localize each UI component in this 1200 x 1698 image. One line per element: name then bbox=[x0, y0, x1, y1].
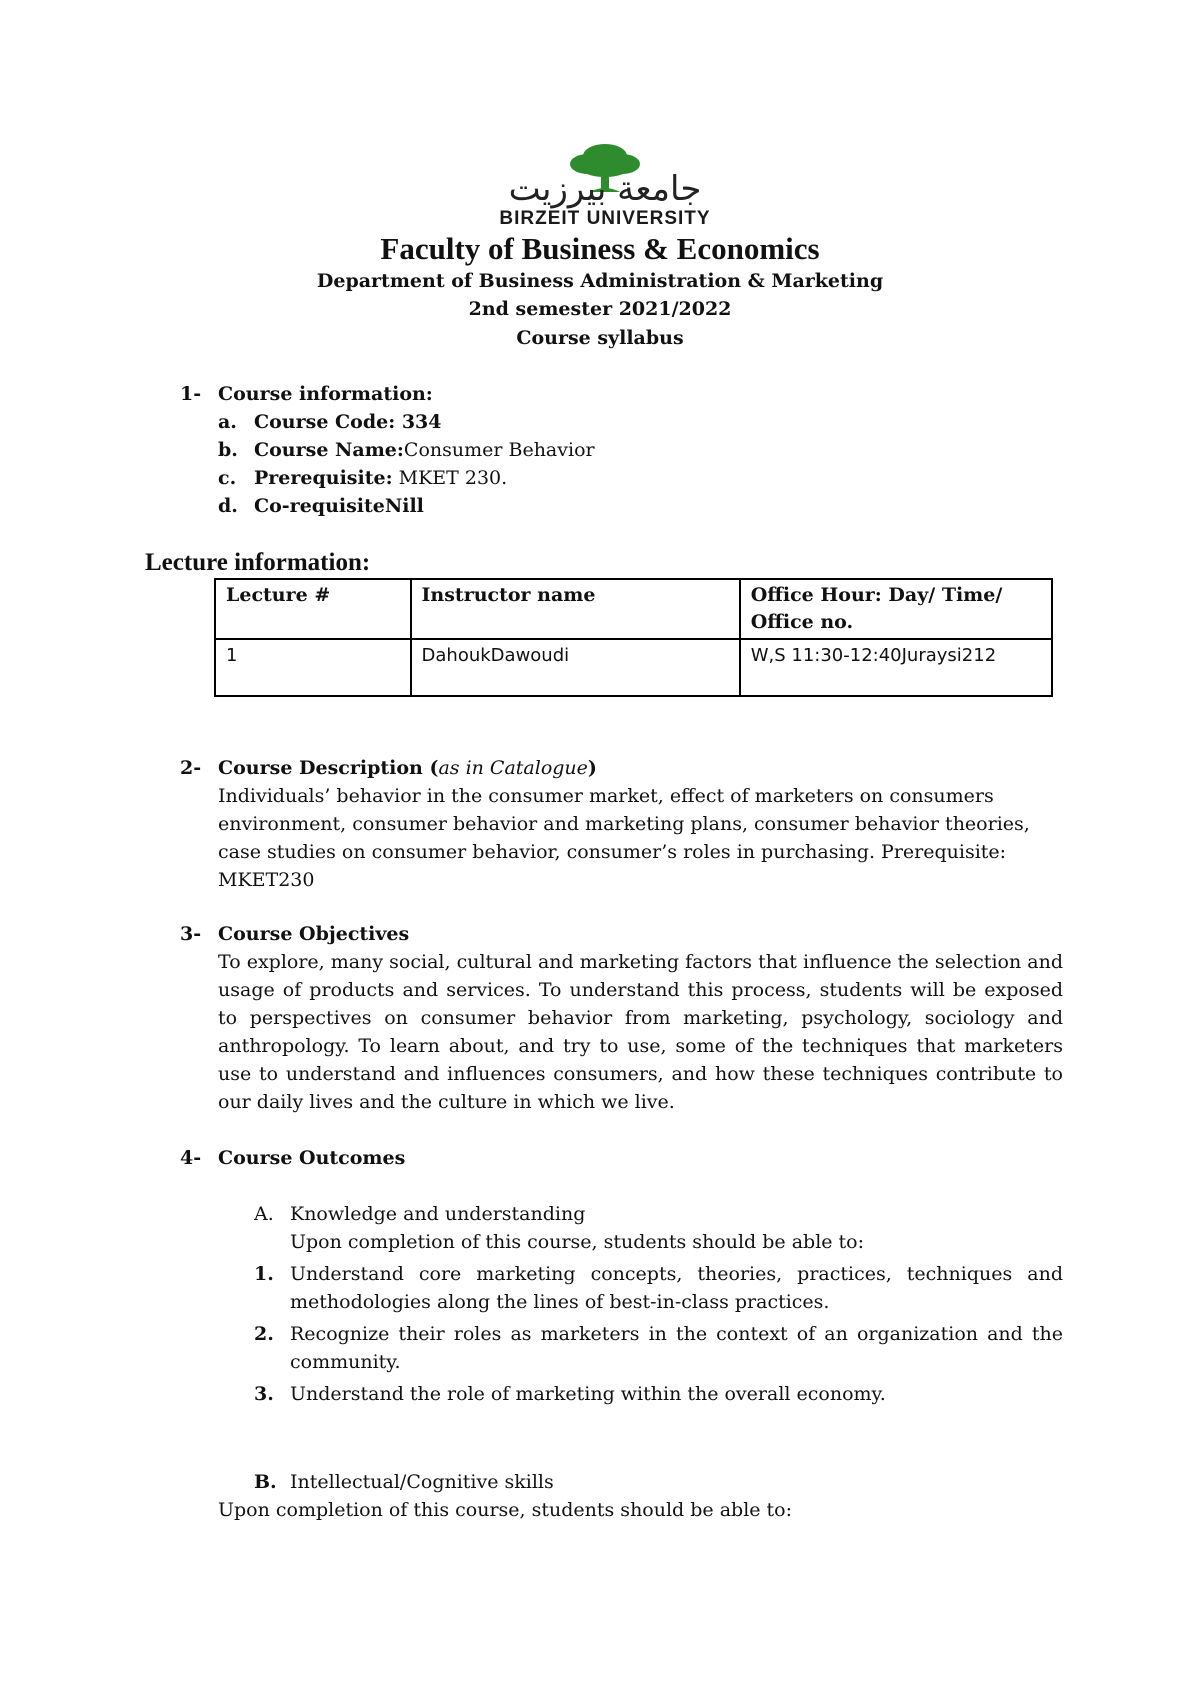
prerequisite bbox=[254, 464, 507, 492]
course-code-letter: a. bbox=[218, 411, 237, 433]
prerequisite-label: Prerequisite: bbox=[254, 467, 393, 489]
part-a-letter: A. bbox=[254, 1203, 274, 1225]
cell-office-hour: W,S 11:30-12:40Juraysi212 bbox=[740, 639, 1052, 696]
course-code bbox=[254, 408, 441, 436]
part-a-title: Knowledge and understanding bbox=[290, 1203, 586, 1225]
prerequisite-value: MKET 230. bbox=[392, 467, 508, 489]
logo-english-name: BIRZEIT UNIVERSITY bbox=[499, 208, 711, 229]
part-a-intro: Upon completion of this course, students should be able to: bbox=[290, 1231, 865, 1253]
part-b-title: Intellectual/Cognitive skills bbox=[290, 1471, 554, 1493]
outcome-number: 2. bbox=[254, 1323, 274, 1345]
section-3-title: Course Objectives bbox=[218, 923, 410, 945]
table-row bbox=[215, 639, 1052, 696]
course-name-letter: b. bbox=[218, 439, 238, 461]
lecture-table bbox=[214, 578, 1053, 697]
arabic-logo-text: جامعة بيرزيت bbox=[508, 169, 702, 209]
header-lecture-number: Lecture # bbox=[215, 579, 411, 639]
outcome-item: Recognize their roles as marketers in the context of an organization and the community. bbox=[290, 1323, 1063, 1373]
course-code-label: Course Code: 334 bbox=[254, 411, 442, 433]
cell-instructor-name: DahoukDawoudi bbox=[411, 639, 740, 696]
description-line: environment, consumer behavior and marketing plans, consumer behavior theories, bbox=[218, 813, 1030, 835]
outcome-item: Understand core marketing concepts, theories, practices, techniques and methodologies along the lines of best-in-class practices. bbox=[290, 1263, 1063, 1313]
section-4-number: 4- bbox=[180, 1147, 202, 1169]
section-1-number: 1- bbox=[180, 383, 202, 405]
outcome-number: 3. bbox=[254, 1383, 274, 1405]
description-line: Individuals’ behavior in the consumer market, effect of marketers on consumers bbox=[218, 785, 994, 807]
header-office-hour: Office Hour: Day/ Time/ Office no. bbox=[740, 579, 1052, 639]
header-instructor-name: Instructor name bbox=[411, 579, 740, 639]
document-type: Course syllabus bbox=[516, 327, 684, 349]
course-name bbox=[254, 436, 595, 464]
semester-title: 2nd semester 2021/2022 bbox=[468, 298, 732, 320]
objectives-body: To explore, many social, cultural and marketing factors that influence the selection and usage of products and services. To understand this process, students will be exposed to perspectives on consumer behavior from marketing, psychology, sociology and anthropology. To learn about, and try to use, some of the techniques that marketers use to understand and influences consumers, and how these techniques contribute to our daily lives and the culture in which we live. bbox=[218, 951, 1063, 1113]
prerequisite-letter: c. bbox=[218, 467, 237, 489]
course-name-label: Course Name: bbox=[254, 439, 404, 461]
description-line: MKET230 bbox=[218, 869, 315, 891]
outcome-number: 1. bbox=[254, 1263, 274, 1285]
description-line: case studies on consumer behavior, consumer’s roles in purchasing. Prerequisite: bbox=[218, 841, 1007, 863]
outcome-item: Understand the role of marketing within the overall economy. bbox=[290, 1383, 886, 1405]
section-2-title bbox=[218, 754, 597, 782]
section-2-number: 2- bbox=[180, 757, 202, 779]
part-b-intro: Upon completion of this course, students should be able to: bbox=[218, 1499, 793, 1521]
cell-lecture-number: 1 bbox=[215, 639, 411, 696]
section-3-number: 3- bbox=[180, 923, 202, 945]
part-b-letter: B. bbox=[254, 1471, 277, 1493]
table-header-row bbox=[215, 579, 1052, 639]
section-1-title: Course information: bbox=[218, 383, 433, 405]
faculty-title: Faculty of Business & Economics bbox=[380, 231, 820, 266]
section-2-title-end: ) bbox=[587, 757, 597, 779]
section-2-title-text: Course Description ( bbox=[218, 757, 439, 779]
course-name-value: Consumer Behavior bbox=[403, 439, 595, 461]
section-2-title-italic: as in Catalogue bbox=[438, 757, 588, 779]
section-4-title: Course Outcomes bbox=[218, 1147, 406, 1169]
corequisite: Co-requisiteNill bbox=[254, 495, 424, 517]
lecture-info-heading: Lecture information: bbox=[145, 549, 371, 576]
department-title: Department of Business Administration & Marketing bbox=[316, 270, 884, 292]
corequisite-letter: d. bbox=[218, 495, 238, 517]
